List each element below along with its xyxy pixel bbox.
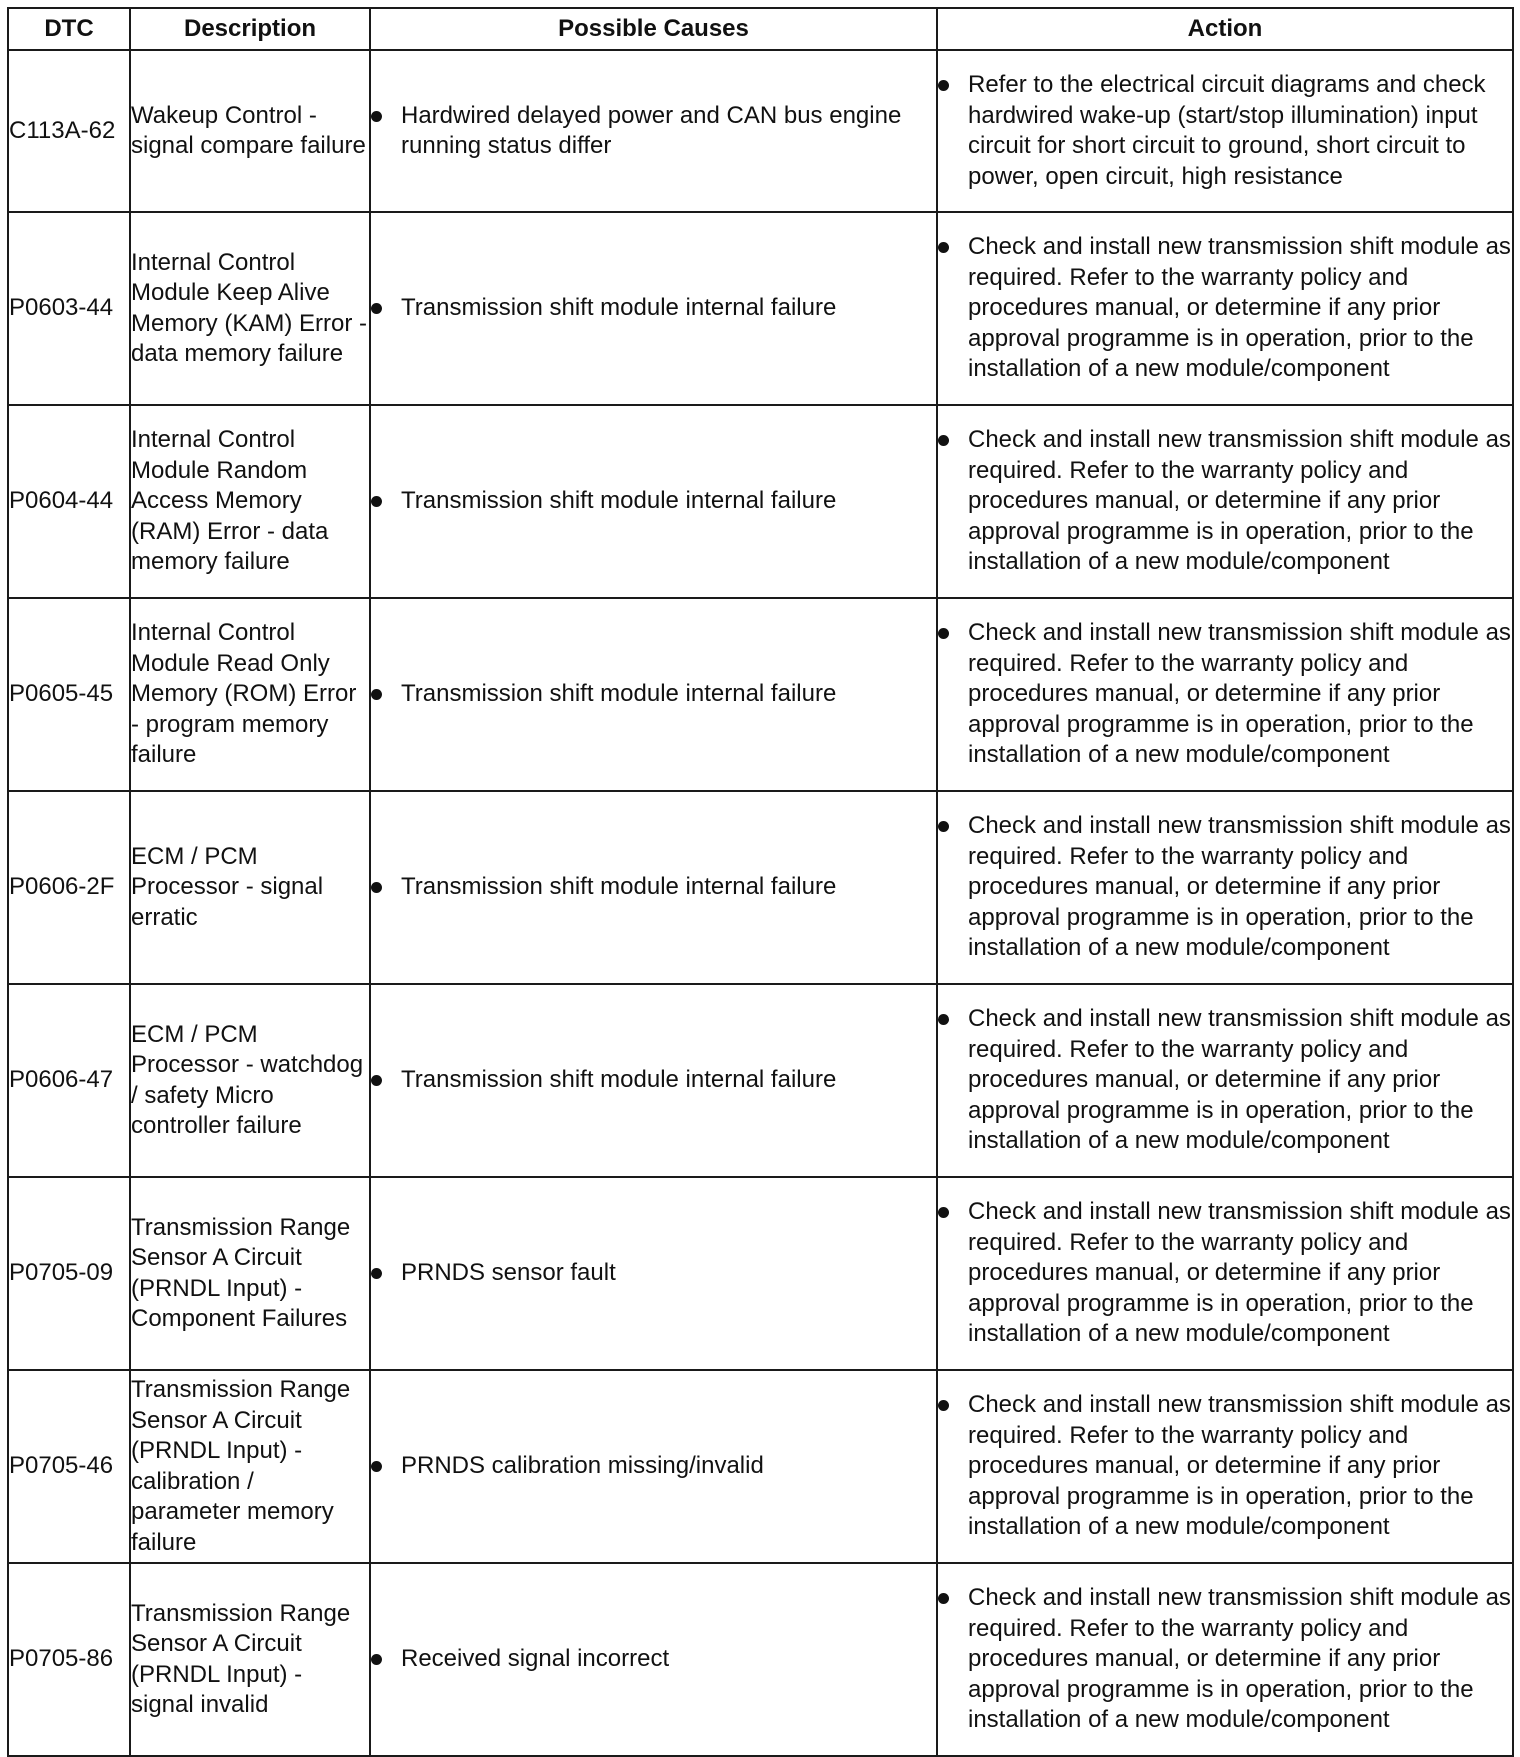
cause-text: Transmission shift module internal failure	[401, 294, 837, 322]
possible-cause	[370, 984, 937, 1177]
dtc-code: P0604-44	[8, 405, 130, 598]
action	[937, 1563, 1513, 1756]
dtc-code: P0705-09	[8, 1177, 130, 1370]
possible-cause	[370, 791, 937, 984]
bullet-icon	[938, 1593, 949, 1604]
table-row	[8, 212, 1513, 405]
action	[937, 405, 1513, 598]
bullet-icon	[371, 689, 382, 700]
table-row	[8, 50, 1513, 212]
dtc-code: C113A-62	[8, 50, 130, 212]
possible-cause	[370, 405, 937, 598]
possible-cause	[370, 598, 937, 791]
cause-text: Transmission shift module internal failure	[401, 680, 837, 708]
table-row	[8, 984, 1513, 1177]
header-description: Description	[130, 8, 370, 50]
bullet-icon	[938, 821, 949, 832]
bullet-icon	[938, 242, 949, 253]
action-text: Check and install new transmission shift module as required. Refer to the warranty policy and procedures manual, or determine if any prior approval programme is in operation, prior to the installation of a new module/component	[968, 1391, 1511, 1541]
table-row	[8, 405, 1513, 598]
cause-text: Received signal incorrect	[401, 1645, 670, 1673]
bullet-icon	[371, 1268, 382, 1279]
action-text: Check and install new transmission shift module as required. Refer to the warranty policy and procedures manual, or determine if any prior approval programme is in operation, prior to the installation of a new module/component	[968, 426, 1511, 576]
table-body	[8, 50, 1513, 1756]
dtc-code: P0606-47	[8, 984, 130, 1177]
action-text: Check and install new transmission shift module as required. Refer to the warranty policy and procedures manual, or determine if any prior approval programme is in operation, prior to the installation of a new module/component	[968, 812, 1511, 962]
possible-cause	[370, 1563, 937, 1756]
action-text: Check and install new transmission shift module as required. Refer to the warranty policy and procedures manual, or determine if any prior approval programme is in operation, prior to the installation of a new module/component	[968, 1584, 1511, 1734]
bullet-icon	[371, 496, 382, 507]
dtc-document	[7, 7, 1514, 1757]
action-text: Refer to the electrical circuit diagrams and check hardwired wake-up (start/stop illumination) input circuit for short circuit to ground, short circuit to power, open circuit, high resistance	[968, 71, 1486, 190]
action	[937, 1177, 1513, 1370]
dtc-table	[7, 7, 1514, 1757]
cause-text: PRNDS calibration missing/invalid	[401, 1452, 764, 1480]
table-row	[8, 598, 1513, 791]
table-row	[8, 1177, 1513, 1370]
bullet-icon	[371, 111, 382, 122]
possible-cause	[370, 1370, 937, 1563]
bullet-icon	[371, 1654, 382, 1665]
cause-text: Transmission shift module internal failure	[401, 1066, 837, 1094]
possible-cause	[370, 1177, 937, 1370]
dtc-code: P0605-45	[8, 598, 130, 791]
action-text: Check and install new transmission shift module as required. Refer to the warranty policy and procedures manual, or determine if any prior approval programme is in operation, prior to the installation of a new module/component	[968, 619, 1511, 769]
dtc-code: P0606-2F	[8, 791, 130, 984]
dtc-description: Wakeup Control - signal compare failure	[130, 50, 370, 212]
header-row	[8, 8, 1513, 50]
bullet-icon	[938, 1400, 949, 1411]
cause-text: PRNDS sensor fault	[401, 1259, 616, 1287]
dtc-description: Transmission Range Sensor A Circuit (PRNDL Input) - calibration / parameter memory failure	[130, 1370, 370, 1563]
bullet-icon	[938, 80, 949, 91]
dtc-code: P0603-44	[8, 212, 130, 405]
bullet-icon	[371, 1461, 382, 1472]
dtc-description: Transmission Range Sensor A Circuit (PRNDL Input) - signal invalid	[130, 1563, 370, 1756]
dtc-code: P0705-46	[8, 1370, 130, 1563]
bullet-icon	[938, 1207, 949, 1218]
dtc-description: ECM / PCM Processor - signal erratic	[130, 791, 370, 984]
dtc-code: P0705-86	[8, 1563, 130, 1756]
action-text: Check and install new transmission shift module as required. Refer to the warranty policy and procedures manual, or determine if any prior approval programme is in operation, prior to the installation of a new module/component	[968, 1005, 1511, 1155]
action-text: Check and install new transmission shift module as required. Refer to the warranty policy and procedures manual, or determine if any prior approval programme is in operation, prior to the installation of a new module/component	[968, 1198, 1511, 1348]
bullet-icon	[371, 882, 382, 893]
action-text: Check and install new transmission shift module as required. Refer to the warranty policy and procedures manual, or determine if any prior approval programme is in operation, prior to the installation of a new module/component	[968, 233, 1511, 383]
header-possible-causes: Possible Causes	[370, 8, 937, 50]
bullet-icon	[938, 628, 949, 639]
dtc-description: Internal Control Module Random Access Memory (RAM) Error - data memory failure	[130, 405, 370, 598]
dtc-description: Internal Control Module Keep Alive Memory (KAM) Error - data memory failure	[130, 212, 370, 405]
action	[937, 50, 1513, 212]
bullet-icon	[371, 1075, 382, 1086]
action	[937, 212, 1513, 405]
possible-cause	[370, 212, 937, 405]
header-dtc: DTC	[8, 8, 130, 50]
cause-text: Hardwired delayed power and CAN bus engine running status differ	[401, 101, 902, 159]
bullet-icon	[371, 303, 382, 314]
action	[937, 984, 1513, 1177]
bullet-icon	[938, 435, 949, 446]
dtc-description: Transmission Range Sensor A Circuit (PRNDL Input) - Component Failures	[130, 1177, 370, 1370]
dtc-description: Internal Control Module Read Only Memory (ROM) Error - program memory failure	[130, 598, 370, 791]
table-header	[8, 8, 1513, 50]
cause-text: Transmission shift module internal failure	[401, 873, 837, 901]
possible-cause	[370, 50, 937, 212]
cause-text: Transmission shift module internal failure	[401, 487, 837, 515]
table-row	[8, 791, 1513, 984]
action	[937, 1370, 1513, 1563]
action	[937, 791, 1513, 984]
bullet-icon	[938, 1014, 949, 1025]
action	[937, 598, 1513, 791]
table-row	[8, 1563, 1513, 1756]
dtc-description: ECM / PCM Processor - watchdog / safety Micro controller failure	[130, 984, 370, 1177]
table-row	[8, 1370, 1513, 1563]
header-action: Action	[937, 8, 1513, 50]
